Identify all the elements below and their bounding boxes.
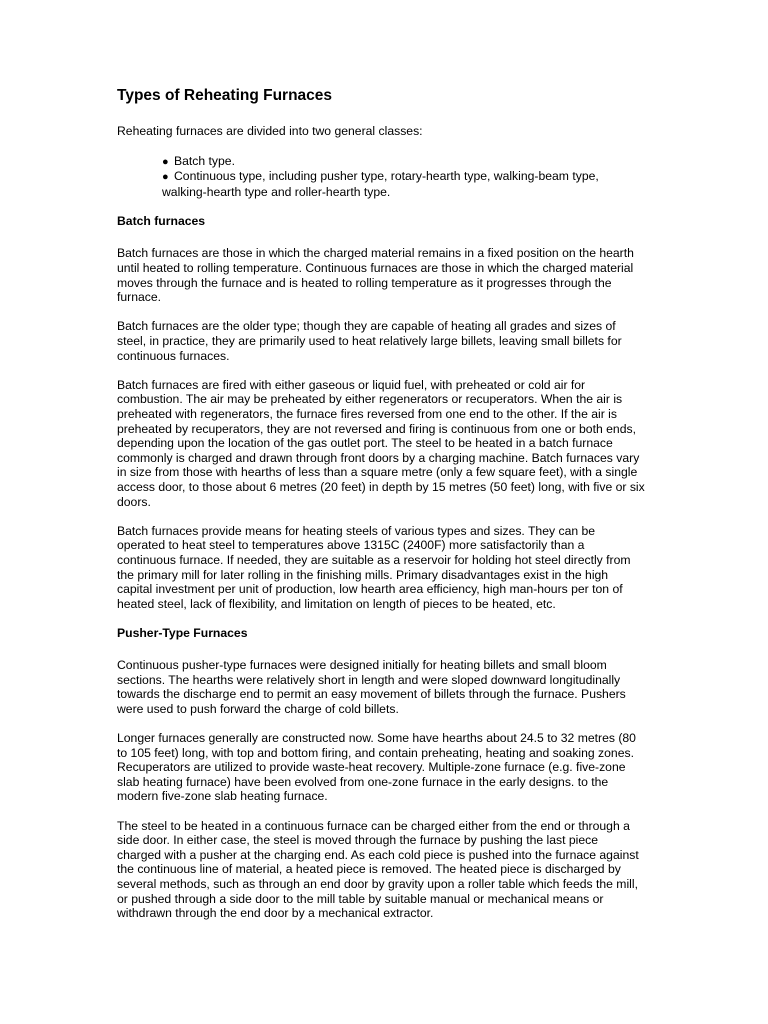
section-heading-batch-furnaces: Batch furnaces (117, 214, 206, 229)
paragraph: Batch furnaces are fired with either gaseous or liquid fuel, with preheated or cold air for combustion. The air may be preheated by either regenerators or recuperators. When the air is preheated with regenerators, the furnace fires reversed from one end to the other. If the air is preheated by recuperators, they are not reversed and firing is continuous from one or both ends, depending upon the location of the gas outlet port. The steel to be heated in a batch furnace commonly is charged and drawn through front doors by a charging machine. Batch furnaces vary in size from those with hearths of less than a square metre (only a few square feet), with a single access door, to those about 6 metres (20 feet) in depth by 15 metres (50 feet) long, with five or six doors. (117, 377, 645, 509)
bullet-icon: ● (162, 155, 169, 168)
bullet-icon: ● (162, 171, 169, 184)
paragraph: The steel to be heated in a continuous furnace can be charged either from the end or through a side door. In either case, the steel is moved through the furnace by pushing the last piece charged with a pusher at the charging end. As each cold piece is pushed into the furnace against the continuous line of material, a heated piece is removed. The heated piece is discharged by several methods, such as through an end door by gravity upon a roller table which feeds the mill, or pushed through a side door to the mill table by suitable manual or mechanical means or withdrawn through the end door by a mechanical extractor. (117, 818, 639, 921)
list-item (162, 169, 645, 199)
paragraph: Batch furnaces provide means for heating steels of various types and sizes. They can be operated to heat steel to temperatures above 1315C (2400F) more satisfactorily than a continuous furnace. If needed, they are suitable as a reservoir for holding hot steel directly from the primary mill for later rolling in the finishing mills. Primary disadvantages exist in the high capital investment per unit of production, low hearth area efficiency, high man-hours per ton of heated steel, lack of flexibility, and limitation on length of pieces to be heated, etc. (117, 523, 631, 611)
page-title: Types of Reheating Furnaces (117, 87, 333, 104)
section-heading-pusher-type-furnaces: Pusher-Type Furnaces (117, 625, 248, 640)
list-item-text: Batch type. (174, 153, 235, 168)
paragraph: Longer furnaces generally are constructed now. Some have hearths about 24.5 to 32 metres (80 to 105 feet) long, with top and bottom firing, and contain preheating, heating and soaking zones. Recuperators are utilized to provide waste-heat recovery. Multiple-zone furnace (e.g. five-zone slab heating furnace) have been evolved from one-zone furnace in the early designs. to the modern five-zone slab heating furnace. (117, 730, 636, 804)
paragraph: Continuous pusher-type furnaces were designed initially for heating billets and small bloom sections. The hearths were relatively short in length and were sloped downward longitudinally towards the discharge end to permit an easy movement of billets through the furnace. Pushers were used to push forward the charge of cold billets. (117, 658, 626, 716)
document-page (117, 86, 645, 935)
list-item-text: Continuous type, including pusher type, rotary-hearth type, walking-beam type, walking-hearth type and roller-hearth type. (162, 169, 599, 199)
furnace-class-list (117, 154, 645, 200)
list-item (162, 154, 645, 170)
paragraph: Batch furnaces are those in which the charged material remains in a fixed position on the hearth until heated to rolling temperature. Continuous furnaces are those in which the charged material moves through the furnace and is heated to rolling temperature as it progresses through the furnace. (117, 246, 634, 305)
paragraph: Batch furnaces are the older type; though they are capable of heating all grades and sizes of steel, in practice, they are primarily used to heat relatively large billets, leaving small billets for continuous furnaces. (117, 319, 622, 363)
intro-paragraph: Reheating furnaces are divided into two general classes: (117, 124, 423, 138)
